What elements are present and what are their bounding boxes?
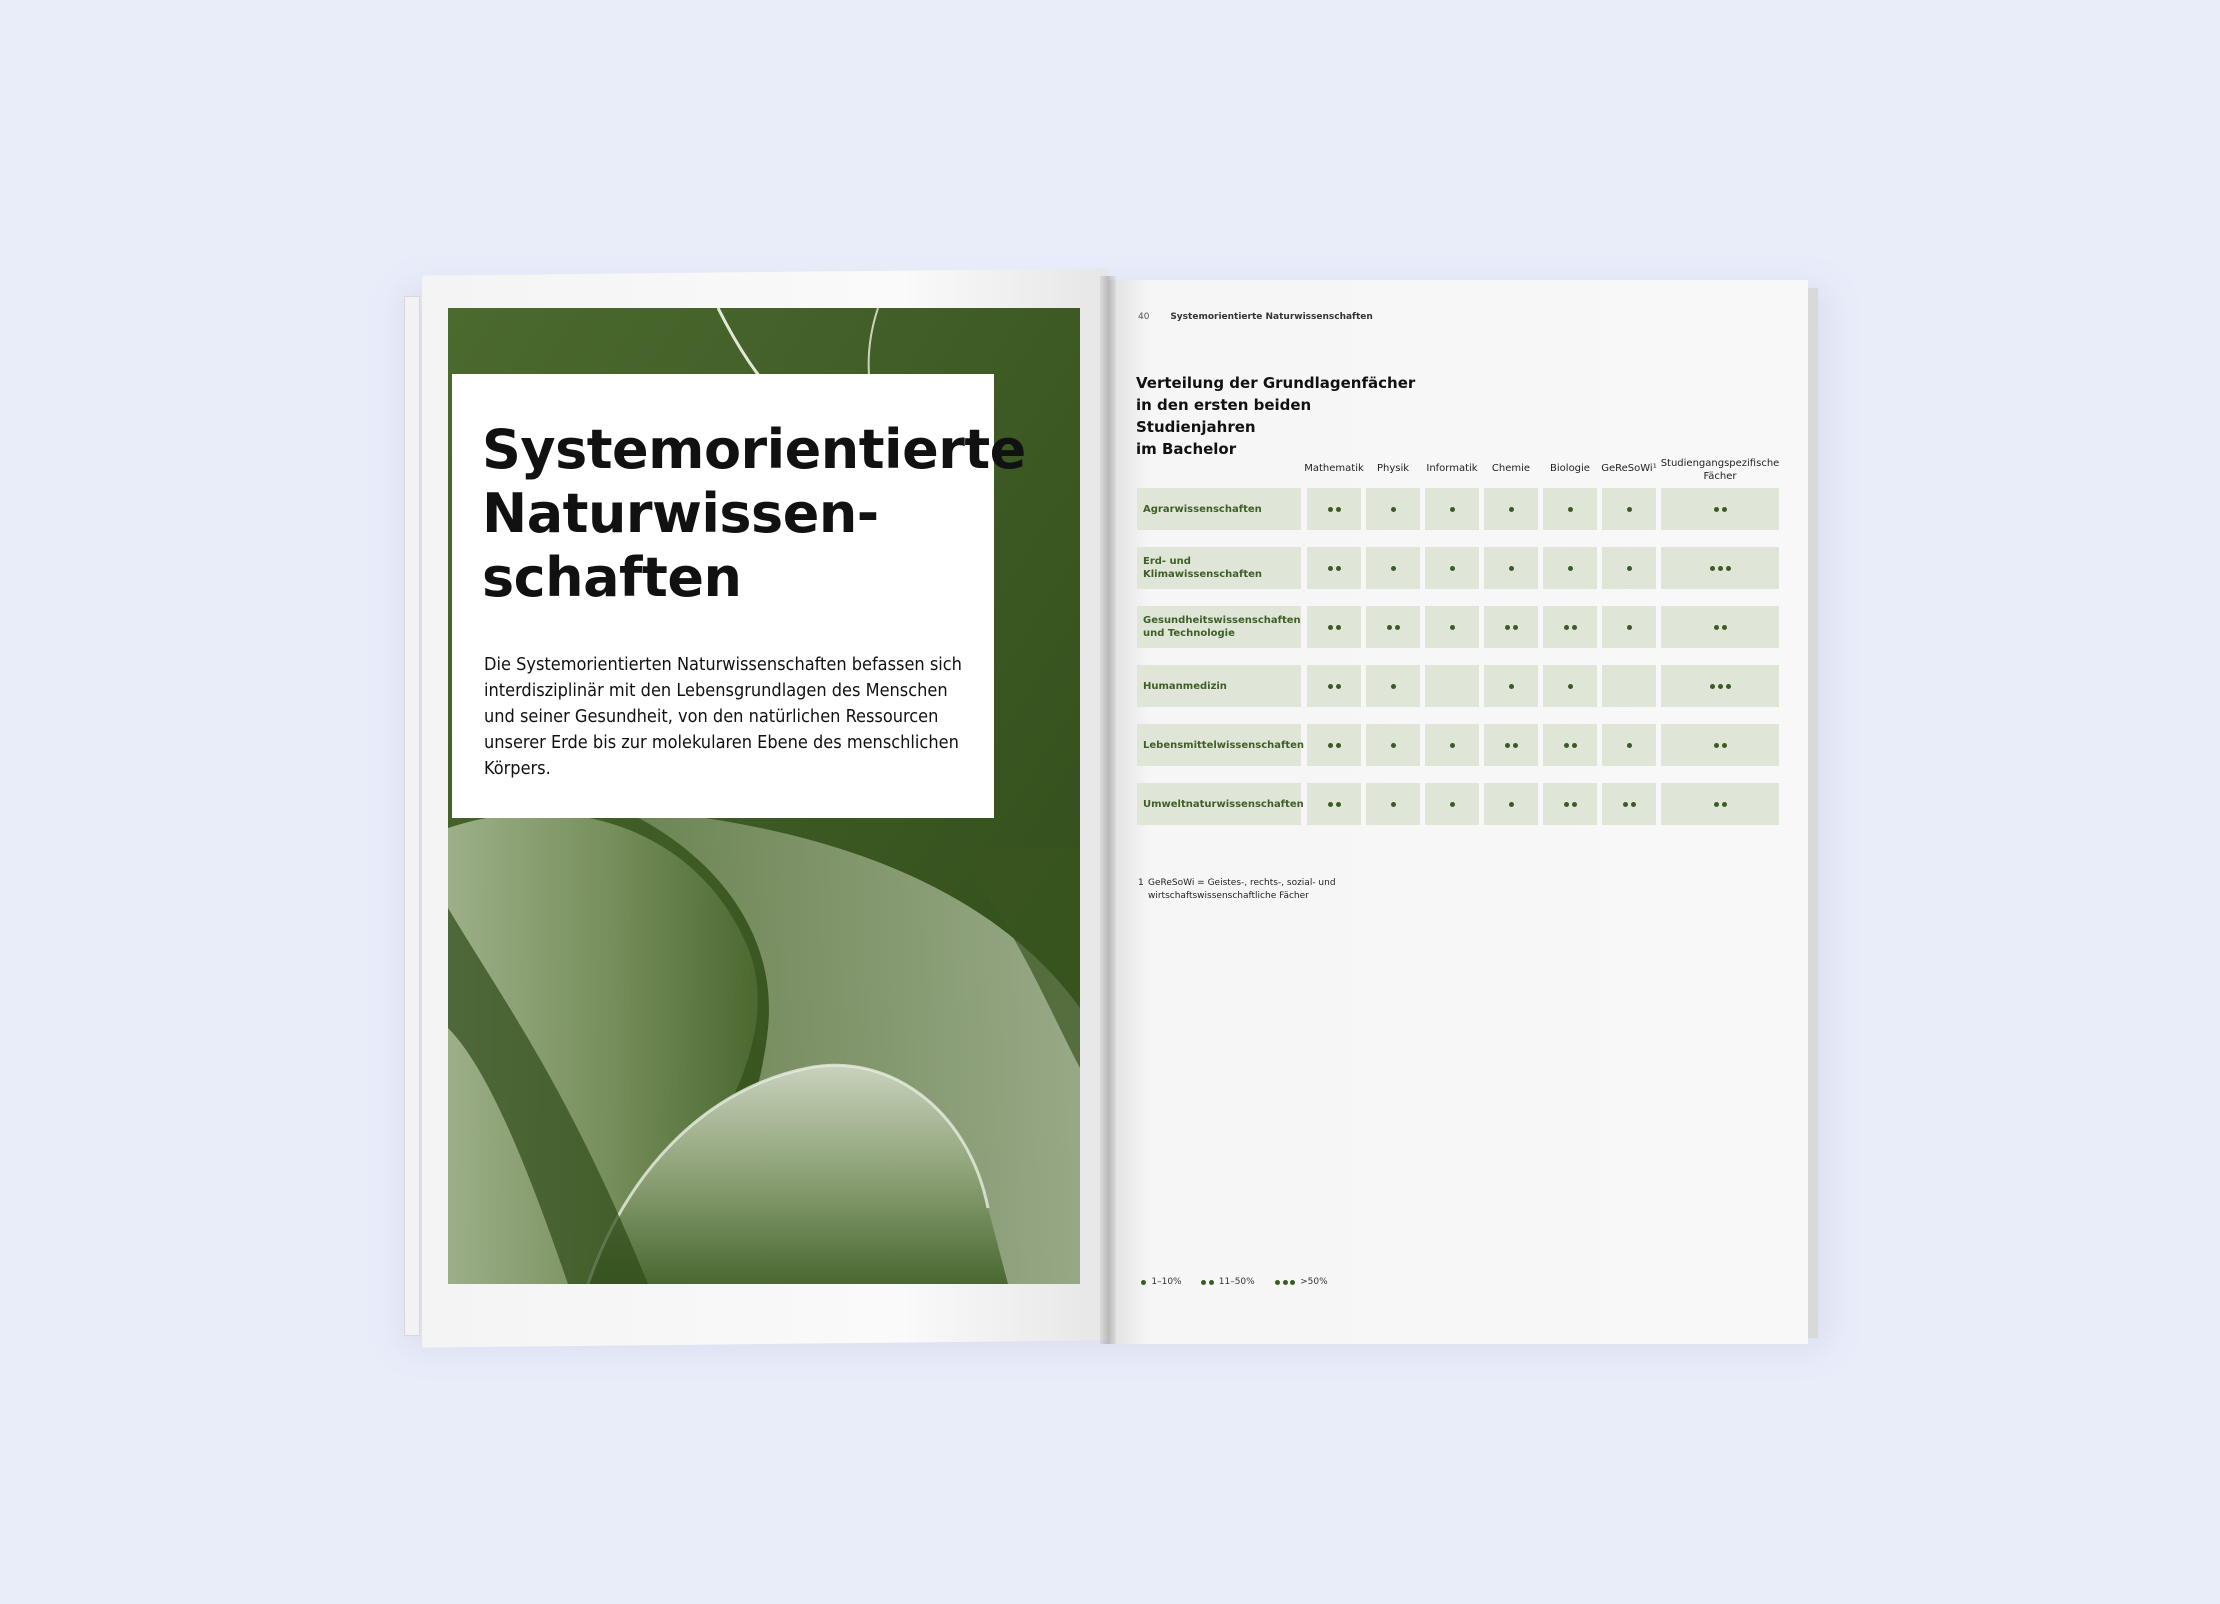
table-cell [1307, 547, 1361, 589]
share-dot [1710, 566, 1715, 571]
table-cell [1307, 783, 1361, 825]
share-dot [1336, 802, 1341, 807]
table-cell [1602, 783, 1656, 825]
share-dot [1391, 684, 1396, 689]
page-title: Systemorientierte Naturwissen- schaften [482, 418, 1026, 609]
share-dot [1328, 566, 1333, 571]
table-cell [1366, 547, 1420, 589]
table-cell [1484, 783, 1538, 825]
column-header: Mathematik [1304, 463, 1364, 474]
intro-paragraph: Die Systemorientierten Naturwissenschaften befassen sich interdisziplinär mit den Lebensgrundlagen des Menschen und seiner Gesundheit, von den natürlichen Ressourcen unserer Erde bis zur molekularen Ebene des menschlichen Körpers. [484, 654, 962, 779]
column-header: GeReSoWi¹ [1601, 463, 1657, 474]
row-label: Agrarwissenschaften [1137, 488, 1301, 530]
share-dot [1726, 566, 1731, 571]
share-dot [1718, 684, 1723, 689]
table-cell [1484, 665, 1538, 707]
share-dot [1631, 802, 1636, 807]
legend-label: 1–10% [1151, 1277, 1182, 1287]
table-title: Verteilung der Grundlagenfächer in den ersten beiden Studienjahren im Bachelor [1136, 374, 1416, 458]
table-cell [1484, 606, 1538, 648]
table-cell [1307, 488, 1361, 530]
share-dot [1714, 625, 1719, 630]
share-dot [1564, 625, 1569, 630]
table-cell [1602, 606, 1656, 648]
share-dot [1450, 625, 1455, 630]
share-dot [1513, 743, 1518, 748]
share-dot [1509, 507, 1514, 512]
table-cell [1484, 547, 1538, 589]
share-dot [1450, 566, 1455, 571]
table-cell [1425, 783, 1479, 825]
running-title: Systemorientierte Naturwissenschaften [1170, 312, 1373, 322]
table-cell [1425, 547, 1479, 589]
title-box [452, 374, 1026, 818]
table-cell [1307, 724, 1361, 766]
table-cell [1543, 783, 1597, 825]
table-cell [1543, 665, 1597, 707]
share-dot [1572, 802, 1577, 807]
table-cell [1661, 724, 1779, 766]
legend-dot [1275, 1280, 1280, 1285]
footnote-text: GeReSoWi = Geistes-, rechts-, sozial- und wirtschaftswissenschaftliche Fächer [1148, 878, 1336, 901]
share-dot [1328, 802, 1333, 807]
legend-dot [1290, 1280, 1295, 1285]
share-dot [1627, 566, 1632, 571]
share-dot [1509, 684, 1514, 689]
table-cell [1484, 488, 1538, 530]
share-dot [1627, 507, 1632, 512]
row-label: Humanmedizin [1137, 665, 1301, 707]
legend-label: 11–50% [1218, 1277, 1255, 1287]
share-dot [1336, 566, 1341, 571]
legend-dot [1209, 1280, 1214, 1285]
share-dot [1568, 566, 1573, 571]
column-header: Studiengangspezifische Fächer [1660, 458, 1780, 482]
share-dot [1722, 802, 1727, 807]
table-cell [1661, 547, 1779, 589]
share-dot [1714, 743, 1719, 748]
share-dot [1391, 507, 1396, 512]
share-dot [1627, 625, 1632, 630]
share-dot [1328, 625, 1333, 630]
legend-dot [1283, 1280, 1288, 1285]
share-dot [1336, 507, 1341, 512]
table-cell [1602, 488, 1656, 530]
table-cell [1543, 606, 1597, 648]
table-cell [1543, 547, 1597, 589]
table-cell [1602, 665, 1656, 707]
running-head [1138, 312, 1373, 322]
share-dot [1568, 507, 1573, 512]
table-cell [1661, 606, 1779, 648]
share-dot [1450, 743, 1455, 748]
column-header: Physik [1376, 463, 1410, 474]
share-dot [1328, 507, 1333, 512]
share-dot [1722, 743, 1727, 748]
share-dot [1564, 802, 1569, 807]
table-cell [1307, 606, 1361, 648]
share-dot [1336, 684, 1341, 689]
legend-item [1200, 1277, 1255, 1287]
table-cell [1425, 665, 1479, 707]
share-dot [1336, 625, 1341, 630]
share-dot [1391, 566, 1396, 571]
table-cell [1366, 724, 1420, 766]
share-dot [1722, 625, 1727, 630]
share-dot [1568, 684, 1573, 689]
share-dot [1710, 684, 1715, 689]
row-label: Lebensmittelwissenschaften [1137, 724, 1301, 766]
row-label: Erd- und Klimawissenschaften [1137, 547, 1301, 589]
table-cell [1425, 488, 1479, 530]
table-cell [1602, 547, 1656, 589]
share-dot [1572, 625, 1577, 630]
table-cell [1661, 488, 1779, 530]
share-dot [1572, 743, 1577, 748]
table-cell [1425, 606, 1479, 648]
share-dot [1328, 743, 1333, 748]
table-cell [1366, 665, 1420, 707]
share-dot [1336, 743, 1341, 748]
share-dot [1564, 743, 1569, 748]
share-dot [1714, 507, 1719, 512]
table-cell [1366, 488, 1420, 530]
table-cell [1484, 724, 1538, 766]
share-dot [1391, 743, 1396, 748]
legend-label: >50% [1300, 1277, 1328, 1287]
share-dot [1387, 625, 1392, 630]
table-cell [1543, 724, 1597, 766]
column-header: Biologie [1550, 463, 1590, 474]
legend-dot [1201, 1280, 1206, 1285]
share-dot [1505, 743, 1510, 748]
page-number: 40 [1138, 312, 1150, 322]
share-dot [1623, 802, 1628, 807]
table-cell [1366, 783, 1420, 825]
share-dot [1627, 743, 1632, 748]
footnote-number: 1 [1138, 878, 1144, 888]
share-dot [1513, 625, 1518, 630]
share-dot [1509, 566, 1514, 571]
share-dot [1726, 684, 1731, 689]
row-label: Gesundheitswissenschaften und Technologie [1137, 606, 1301, 648]
share-dot [1718, 566, 1723, 571]
book-spine [1100, 276, 1116, 1344]
share-dot [1505, 625, 1510, 630]
share-dot [1722, 507, 1727, 512]
table-cell [1366, 606, 1420, 648]
share-dot [1395, 625, 1400, 630]
share-dot [1714, 802, 1719, 807]
share-dot [1391, 802, 1396, 807]
table-cell [1425, 724, 1479, 766]
left-page-stack [404, 296, 420, 1336]
table-cell [1661, 783, 1779, 825]
column-header: Chemie [1491, 463, 1531, 474]
share-dot [1450, 507, 1455, 512]
share-dot [1509, 802, 1514, 807]
legend-item [1140, 1277, 1182, 1287]
table-cell [1543, 488, 1597, 530]
table-cell [1307, 665, 1361, 707]
table-cell [1602, 724, 1656, 766]
share-dot [1450, 802, 1455, 807]
share-dot [1328, 684, 1333, 689]
legend-item [1274, 1277, 1328, 1287]
row-label: Umweltnaturwissenschaften [1137, 783, 1301, 825]
legend-dot [1141, 1280, 1146, 1285]
table-cell [1661, 665, 1779, 707]
footnote [1138, 877, 1358, 903]
column-header: Informatik [1426, 463, 1478, 474]
